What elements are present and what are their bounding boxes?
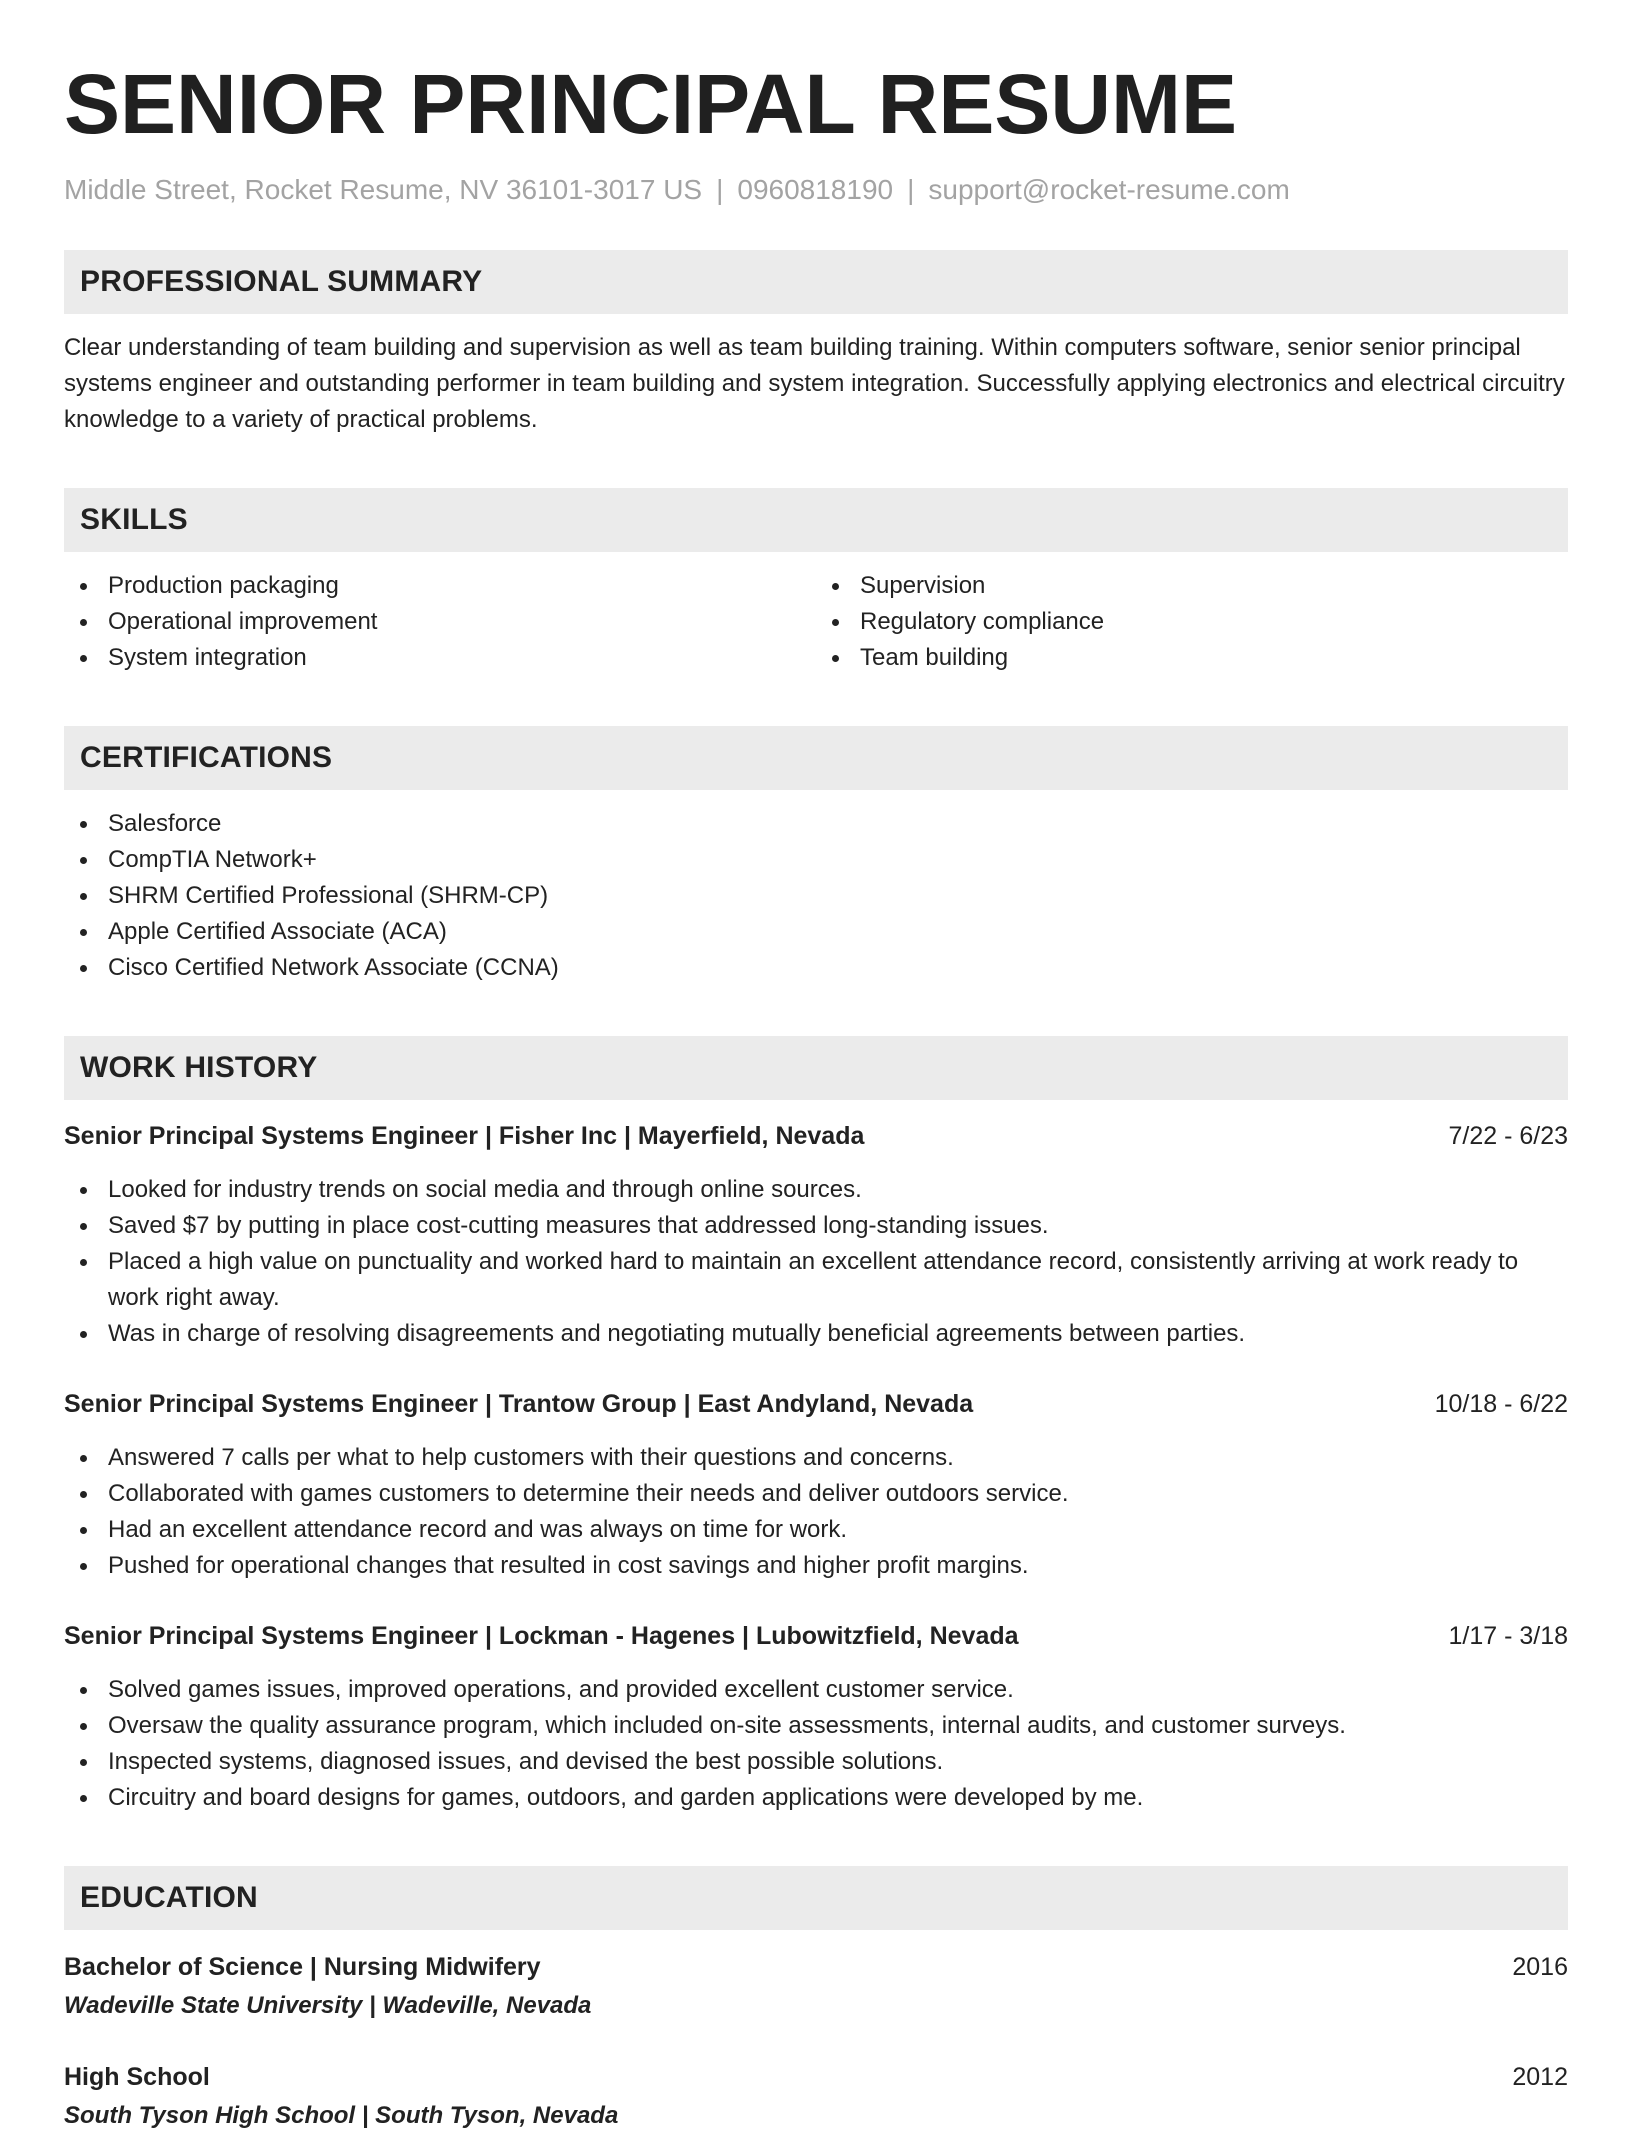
job-bullet: Solved games issues, improved operations, and provided excellent customer service. xyxy=(108,1672,1568,1708)
job-dates: 1/17 - 3/18 xyxy=(1448,1622,1568,1650)
certification-item: Salesforce xyxy=(108,806,1568,842)
job-bullet: Inspected systems, diagnosed issues, and devised the best possible solutions. xyxy=(108,1744,1568,1780)
skill-item: Team building xyxy=(860,640,1568,676)
contact-email: support@rocket-resume.com xyxy=(928,174,1290,205)
certification-item: CompTIA Network+ xyxy=(108,842,1568,878)
skill-item: Production packaging xyxy=(108,568,816,604)
contact-phone: 0960818190 xyxy=(737,174,894,205)
job-bullet: Saved $7 by putting in place cost-cutting measures that addressed long-standing issues. xyxy=(108,1208,1568,1244)
contact-separator: | xyxy=(716,174,724,205)
section-header-certifications: CERTIFICATIONS xyxy=(64,726,1568,790)
skill-item: Operational improvement xyxy=(108,604,816,640)
section-header-work-history: WORK HISTORY xyxy=(64,1036,1568,1100)
education-header xyxy=(64,1948,1568,1986)
job-bullet: Circuitry and board designs for games, outdoors, and garden applications were developed by me. xyxy=(108,1780,1568,1816)
job-bullet: Oversaw the quality assurance program, which included on-site assessments, internal audits, and customer surveys. xyxy=(108,1708,1568,1744)
certification-item: SHRM Certified Professional (SHRM-CP) xyxy=(108,878,1568,914)
job-title: Senior Principal Systems Engineer | Trantow Group | East Andyland, Nevada xyxy=(64,1390,974,1418)
education-school: South Tyson High School | South Tyson, Nevada xyxy=(64,2102,619,2129)
job-bullets xyxy=(64,1172,1568,1352)
job-header xyxy=(64,1386,1568,1422)
job-dates: 10/18 - 6/22 xyxy=(1434,1390,1568,1418)
education-year: 2016 xyxy=(1512,1953,1568,1981)
certification-item: Cisco Certified Network Associate (CCNA) xyxy=(108,950,1568,986)
job-title: Senior Principal Systems Engineer | Lockman - Hagenes | Lubowitzfield, Nevada xyxy=(64,1622,1019,1650)
skill-item: System integration xyxy=(108,640,816,676)
job-entry xyxy=(64,1118,1568,1352)
contact-line xyxy=(64,170,1568,210)
education-school: Wadeville State University | Wadeville, Nevada xyxy=(64,1992,592,2019)
resume-title: SENIOR PRINCIPAL RESUME xyxy=(64,57,1238,151)
job-bullet: Was in charge of resolving disagreements and negotiating mutually beneficial agreements between parties. xyxy=(108,1316,1568,1352)
job-bullet: Collaborated with games customers to determine their needs and deliver outdoors service. xyxy=(108,1476,1568,1512)
job-entry xyxy=(64,1618,1568,1816)
skill-item: Supervision xyxy=(860,568,1568,604)
job-bullet: Had an excellent attendance record and was always on time for work. xyxy=(108,1512,1568,1548)
contact-separator: | xyxy=(907,174,915,205)
certifications-list xyxy=(64,806,1568,986)
summary-text: Clear understanding of team building and supervision as well as team building training. Within computers software, senior senior principal systems engineer and outstanding performer in team building and system integration. Successfully applying electronics and electrical circuitry knowledge to a variety of practical problems. xyxy=(64,334,1565,433)
education-entry xyxy=(64,2058,1568,2136)
education-header xyxy=(64,2058,1568,2096)
section-header-education: EDUCATION xyxy=(64,1866,1568,1930)
job-header xyxy=(64,1618,1568,1654)
job-bullet: Answered 7 calls per what to help customers with their questions and concerns. xyxy=(108,1440,1568,1476)
job-bullets xyxy=(64,1440,1568,1584)
contact-address: Middle Street, Rocket Resume, NV 36101-3017 US xyxy=(64,174,703,205)
section-header-skills: SKILLS xyxy=(64,488,1568,552)
job-bullet: Pushed for operational changes that resulted in cost savings and higher profit margins. xyxy=(108,1548,1568,1584)
education-year: 2012 xyxy=(1512,2063,1568,2091)
section-header-summary: PROFESSIONAL SUMMARY xyxy=(64,250,1568,314)
job-entry xyxy=(64,1386,1568,1584)
skills-list-right xyxy=(816,568,1568,676)
skill-item: Regulatory compliance xyxy=(860,604,1568,640)
certification-item: Apple Certified Associate (ACA) xyxy=(108,914,1568,950)
skills-grid xyxy=(64,568,1568,676)
skills-list-left xyxy=(64,568,816,676)
job-bullets xyxy=(64,1672,1568,1816)
job-bullet: Placed a high value on punctuality and worked hard to maintain an excellent attendance record, consistently arriving at work ready to work right away. xyxy=(108,1244,1568,1316)
job-dates: 7/22 - 6/23 xyxy=(1448,1122,1568,1150)
education-degree: Bachelor of Science | Nursing Midwifery xyxy=(64,1953,541,1981)
job-title: Senior Principal Systems Engineer | Fisher Inc | Mayerfield, Nevada xyxy=(64,1122,865,1150)
job-bullet: Looked for industry trends on social media and through online sources. xyxy=(108,1172,1568,1208)
job-header xyxy=(64,1118,1568,1154)
education-degree: High School xyxy=(64,2063,210,2091)
education-entry xyxy=(64,1948,1568,2026)
